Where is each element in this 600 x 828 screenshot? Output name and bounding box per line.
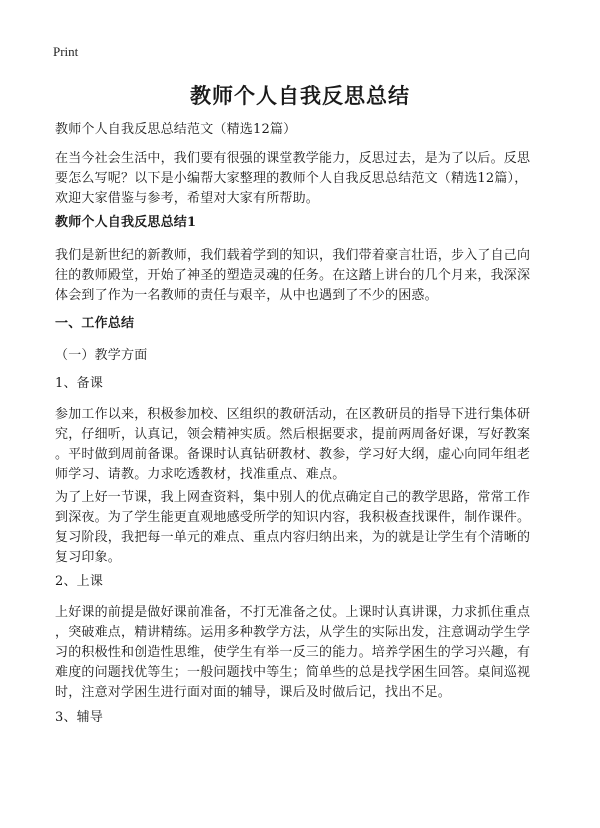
class-heading: 2、上课 (55, 574, 104, 589)
print-label: Print (53, 44, 79, 59)
tutoring-heading: 3、辅导 (55, 710, 104, 725)
paragraph-line: 参加工作以来，积极参加校、区组织的教研活动，在区教研员的指导下进行集体研 (55, 407, 531, 422)
prep-paragraph-1 (55, 405, 552, 485)
work-summary-heading: 一、工作总结 (55, 316, 135, 331)
intro-paragraph (55, 149, 552, 209)
document-title: 教师个人自我反思总结 (190, 83, 410, 108)
paragraph-line: 复习印象。 (55, 550, 122, 565)
teaching-heading: （一）教学方面 (55, 348, 148, 363)
intro-line: 欢迎大家借鉴与参考，希望对大家有所帮助。 (55, 191, 320, 206)
paragraph-line: 究，仔细听，认真记，领会精神实质。然后根据要求，提前两周备好课，写好教案 (55, 427, 531, 442)
paragraph-line: ，突破难点，精讲精练。运用多种教学方法，从学生的实际出发，注意调动学生学 (55, 625, 531, 640)
paragraph-line: 。平时做到周前备课。备课时认真钻研教材、教参，学习好大纲，虚心向同年组老 (55, 447, 531, 462)
paragraph-line: 师学习、请教。力求吃透教材，找准重点、难点。 (55, 467, 346, 482)
class-paragraph (55, 603, 552, 703)
paragraph-line: 上好课的前提是做好课前准备，不打无准备之仗。上课时认真讲课，力求抓住重点 (55, 605, 531, 620)
subtitle: 教师个人自我反思总结范文（精选12篇） (55, 122, 297, 137)
paragraph-line: 难度的问题找优等生；一般问题找中等生；简单些的总是找学困生回答。桌间巡视 (55, 665, 531, 680)
paragraph-line: 复习阶段，我把每一单元的难点、重点内容归纳出来，为的就是让学生有个清晰的 (55, 530, 531, 545)
section1-paragraph (55, 246, 552, 306)
intro-line: 要怎么写呢？以下是小编帮大家整理的教师个人自我反思总结范文（精选12篇）， (55, 171, 528, 186)
prep-paragraph-2 (55, 488, 552, 568)
paragraph-line: 时，注意对学困生进行面对面的辅导，课后及时做后记，找出不足。 (55, 685, 452, 700)
paragraph-line: 习的积极性和创造性思维，使学生有举一反三的能力。培养学困生的学习兴趣，有 (55, 645, 531, 660)
paragraph-line: 为了上好一节课，我上网查资料，集中别人的优点确定自己的教学思路，常常工作 (55, 490, 531, 505)
prep-heading: 1、备课 (55, 376, 104, 391)
paragraph-line: 体会到了作为一名教师的责任与艰辛，从中也遇到了不少的困惑。 (55, 288, 438, 303)
paragraph-line: 到深夜。为了学生能更直观地感受所学的知识内容，我积极查找课件，制作课件。 (55, 510, 531, 525)
paragraph-line: 往的教师殿堂，开始了神圣的塑造灵魂的任务。在这踏上讲台的几个月来，我深深 (55, 268, 531, 283)
paragraph-line: 我们是新世纪的新教师，我们载着学到的知识，我们带着豪言壮语，步入了自己向 (55, 248, 531, 263)
intro-line: 在当今社会生活中，我们要有很强的课堂教学能力，反思过去，是为了以后。反思 (55, 151, 531, 166)
section-heading: 教师个人自我反思总结1 (55, 215, 197, 230)
